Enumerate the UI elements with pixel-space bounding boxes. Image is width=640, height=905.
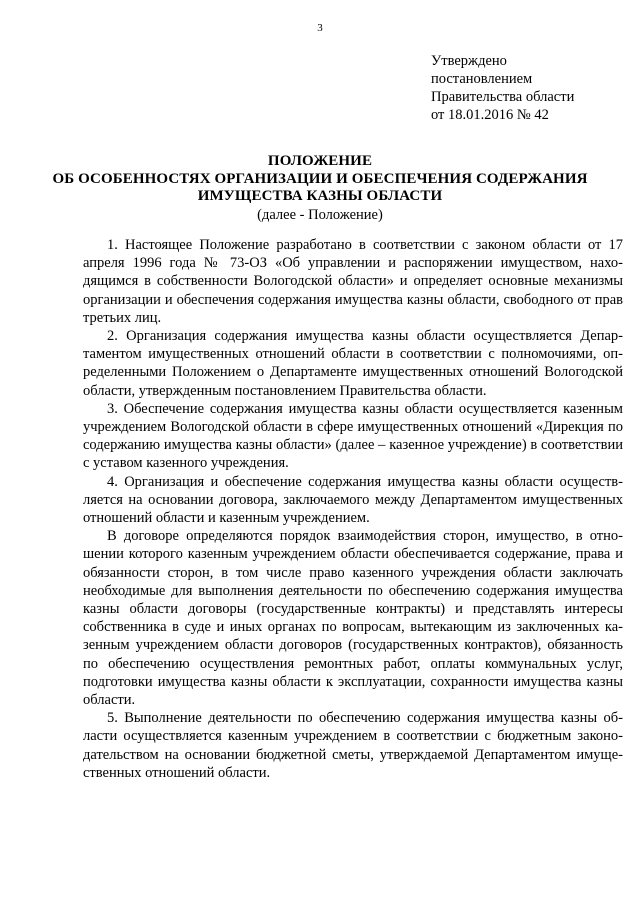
approval-line: Утверждено (431, 53, 507, 69)
title-subtitle-line: ИМУЩЕСТВА КАЗНЫ ОБЛАСТИ (197, 188, 443, 204)
document-body (83, 236, 623, 782)
paragraph: 5. Выполнение деятельности по обеспечению содержания имущества казны области осуществляется казенным учреждением в соответствии с бюджетным законодательством на основании бюджетной сметы, утверждаемой Департаментом имущественных отношений области. (83, 710, 623, 781)
paragraph: 1. Настоящее Положение разработано в соответствии с законом области от 17 апреля 1996 года № 73-ОЗ «Об управлении и распоряжении имуществом, находящимся в собственности Вологодской области» и определяет основные механизмы организации и обеспечения содержания имущества казны области, свободного от прав третьих лиц. (83, 237, 623, 326)
approval-line: Правительства области (431, 89, 575, 105)
approval-line: от 18.01.2016 № 42 (431, 107, 549, 123)
paragraph: 3. Обеспечение содержания имущества казны области осуществляется казенным учреждением Вологодской области в сфере имущественных отношений «Дирекция по содержанию имущества казны области» (далее – казенное учреждение) в соответствии с уставом казенного учреждения. (83, 400, 623, 472)
title-note: (далее - Положение) (257, 206, 383, 223)
page-number: 3 (317, 22, 323, 34)
approval-line: постановлением (431, 71, 533, 87)
paragraph: 4. Организация и обеспечение содержания имущества казны области осуществляется на основании договора, заключаемого между Департаментом имущественных отношений области и казенным учреждением. (83, 473, 623, 527)
document-title (0, 153, 640, 224)
paragraph: 2. Организация содержания имущества казны области осуществляется Департаментом имущественных отношений области в соответствии с полномочиями, определенными Положением о Департаменте имущественных отношений Вологодской области, утвержденным постановлением Правительства области. (83, 328, 623, 399)
title-main: ПОЛОЖЕНИЕ (267, 153, 373, 169)
approval-stamp (431, 52, 574, 124)
title-subtitle-line: ОБ ОСОБЕННОСТЯХ ОРГАНИЗАЦИИ И ОБЕСПЕЧЕНИЯ СОДЕРЖАНИЯ (52, 170, 588, 187)
paragraph: В договоре определяются порядок взаимодействия сторон, имущество, в отношении которого казенным учреждением области обеспечивается содержание, права и обязанности сторон, в том числе право казенного учреждения области заключать необходимые для выполнения деятельности по обеспечению содержания имущества казны области договоры (государственные контракты) и представлять интересы собственника в суде и иных органах по вопросам, вытекающим из заключенных казенным учреждением области договоров (государственных контрактов), обязанность по обеспечению осуществления ремонтных работ, оплаты коммунальных услуг, подготовки имущества казны области к эксплуатации, сохранности имущества казны области. (83, 528, 623, 709)
